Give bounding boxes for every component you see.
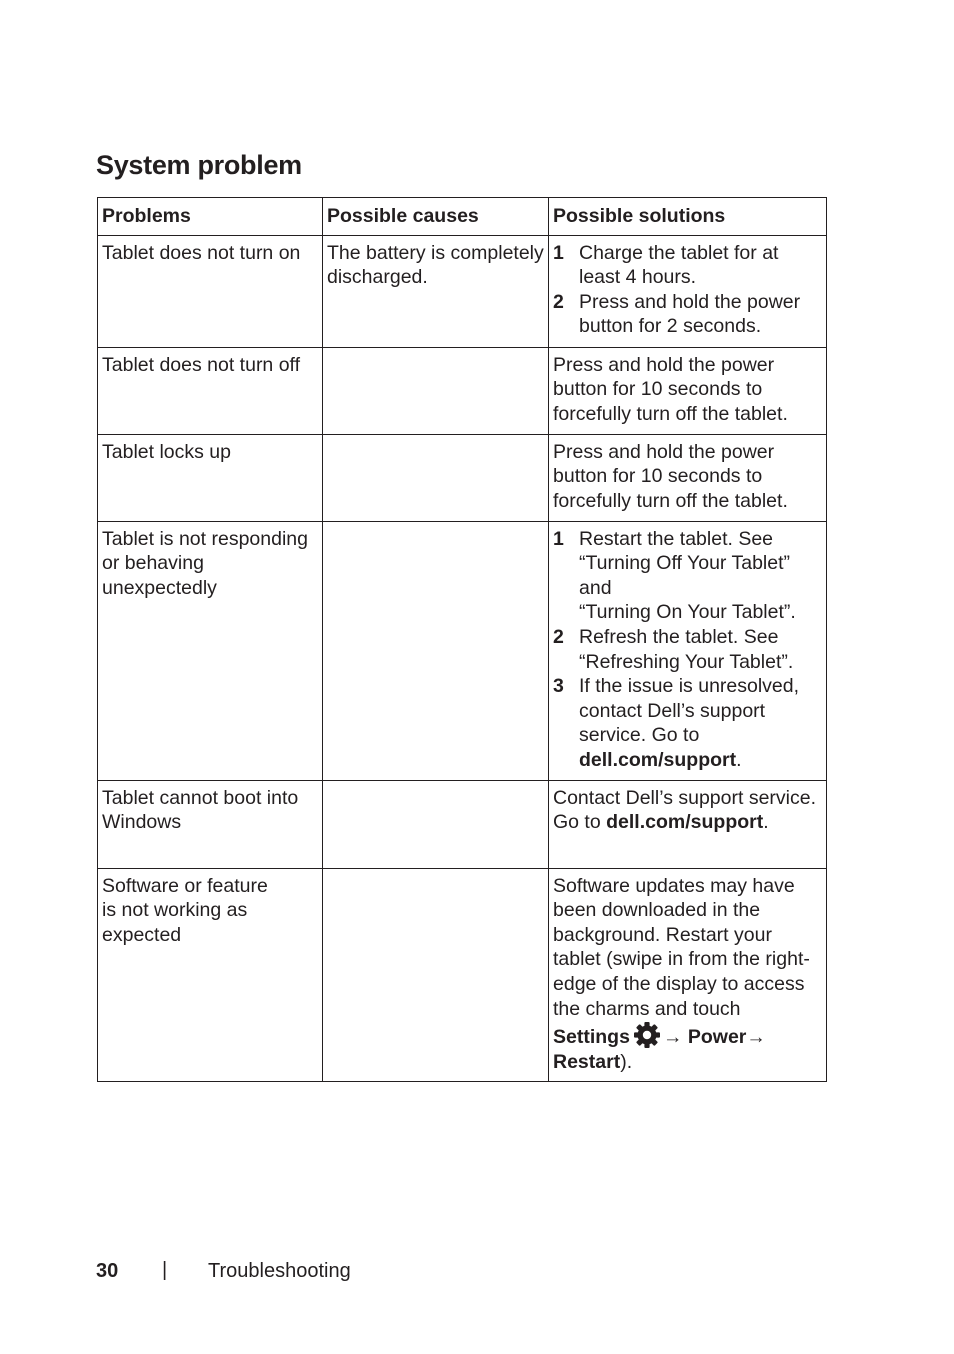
step-tail: .: [736, 748, 742, 771]
table-row: [98, 780, 827, 868]
header-possible-solutions: Possible solutions: [549, 198, 827, 236]
step-text: [579, 674, 822, 772]
solution-cell: [549, 780, 827, 868]
step-text: Press and hold the power button for 2 seconds.: [579, 290, 801, 338]
cause-cell: The battery is completely discharged.: [323, 235, 549, 347]
step-text-part: Restart the tablet. See “Turning Off Your Tablet” and: [579, 527, 791, 599]
step-text-part: If the issue is unresolved, contact Dell’s support service. Go to: [579, 675, 800, 747]
problem-cell: Tablet is not responding or behaving unexpectedly: [98, 521, 323, 780]
solution-tail: ).: [620, 1050, 633, 1073]
problem-cell: Tablet cannot boot into Windows: [98, 780, 323, 868]
solution-text: Software updates may have been downloaded in the background. Restart your tablet (swipe in from the right-edge of the display to access the charms and touch: [553, 874, 810, 1020]
solution-cell: [549, 521, 827, 780]
table-header-row: [98, 198, 827, 236]
problem-cell: Tablet does not turn off: [98, 347, 323, 434]
step-text: Charge the tablet for at least 4 hours.: [579, 241, 779, 289]
cause-cell: [323, 521, 549, 780]
footer-separator: |: [162, 1259, 168, 1281]
list-item: [553, 290, 822, 339]
table-row: [98, 235, 827, 347]
step-number: 2: [553, 625, 564, 648]
cause-cell: [323, 434, 549, 521]
step-text: Refresh the tablet. See “Refreshing Your Tablet”.: [579, 625, 794, 673]
problem-text-part: Software or feature: [102, 874, 268, 897]
table-row: [98, 521, 827, 780]
solution-text: Contact Dell’s support service. Go to: [553, 786, 817, 834]
power-label: Power: [687, 1026, 747, 1049]
solution-cell: Press and hold the power button for 10 seconds to forcefully turn off the tablet.: [549, 347, 827, 434]
arrow-glyph: →: [746, 1026, 766, 1049]
cause-cell: [323, 780, 549, 868]
gear-icon: [632, 1021, 662, 1049]
step-number: 3: [553, 675, 564, 698]
page-title: System problem: [96, 150, 302, 180]
list-item: [553, 527, 822, 625]
table-row: [98, 347, 827, 434]
solution-cell: [549, 868, 827, 1082]
support-link[interactable]: dell.com/support: [606, 811, 764, 834]
table-row: [98, 868, 827, 1082]
solution-tail: .: [763, 811, 769, 834]
header-possible-causes: Possible causes: [323, 198, 549, 236]
solution-steps: [553, 241, 822, 339]
step-number: 1: [553, 241, 564, 264]
restart-label: Restart: [553, 1050, 621, 1073]
arrow-glyph: →: [662, 1026, 683, 1049]
table-row: [98, 434, 827, 521]
section-name: Troubleshooting: [208, 1260, 351, 1282]
cause-cell: [323, 868, 549, 1082]
system-problem-table: [97, 197, 827, 1082]
header-problems: Problems: [98, 198, 323, 236]
step-number: 1: [553, 527, 564, 550]
solution-cell: Press and hold the power button for 10 seconds to forcefully turn off the tablet.: [549, 434, 827, 521]
settings-label: Settings: [553, 1026, 630, 1049]
cause-cell: [323, 347, 549, 434]
step-text: [579, 527, 822, 625]
step-text-part: “Turning On Your Tablet”.: [579, 601, 796, 624]
support-link[interactable]: dell.com/support: [579, 748, 737, 771]
step-number: 2: [553, 290, 564, 313]
list-item: [553, 241, 822, 290]
problem-text-part: is not working as expected: [102, 899, 248, 946]
solution-cell: [549, 235, 827, 347]
solution-steps: [553, 527, 822, 773]
list-item: [553, 625, 822, 674]
problem-cell: Tablet locks up: [98, 434, 323, 521]
list-item: [553, 674, 822, 772]
page-number: 30: [96, 1260, 119, 1282]
problem-cell: Tablet does not turn on: [98, 235, 323, 347]
problem-cell: [98, 868, 323, 1082]
